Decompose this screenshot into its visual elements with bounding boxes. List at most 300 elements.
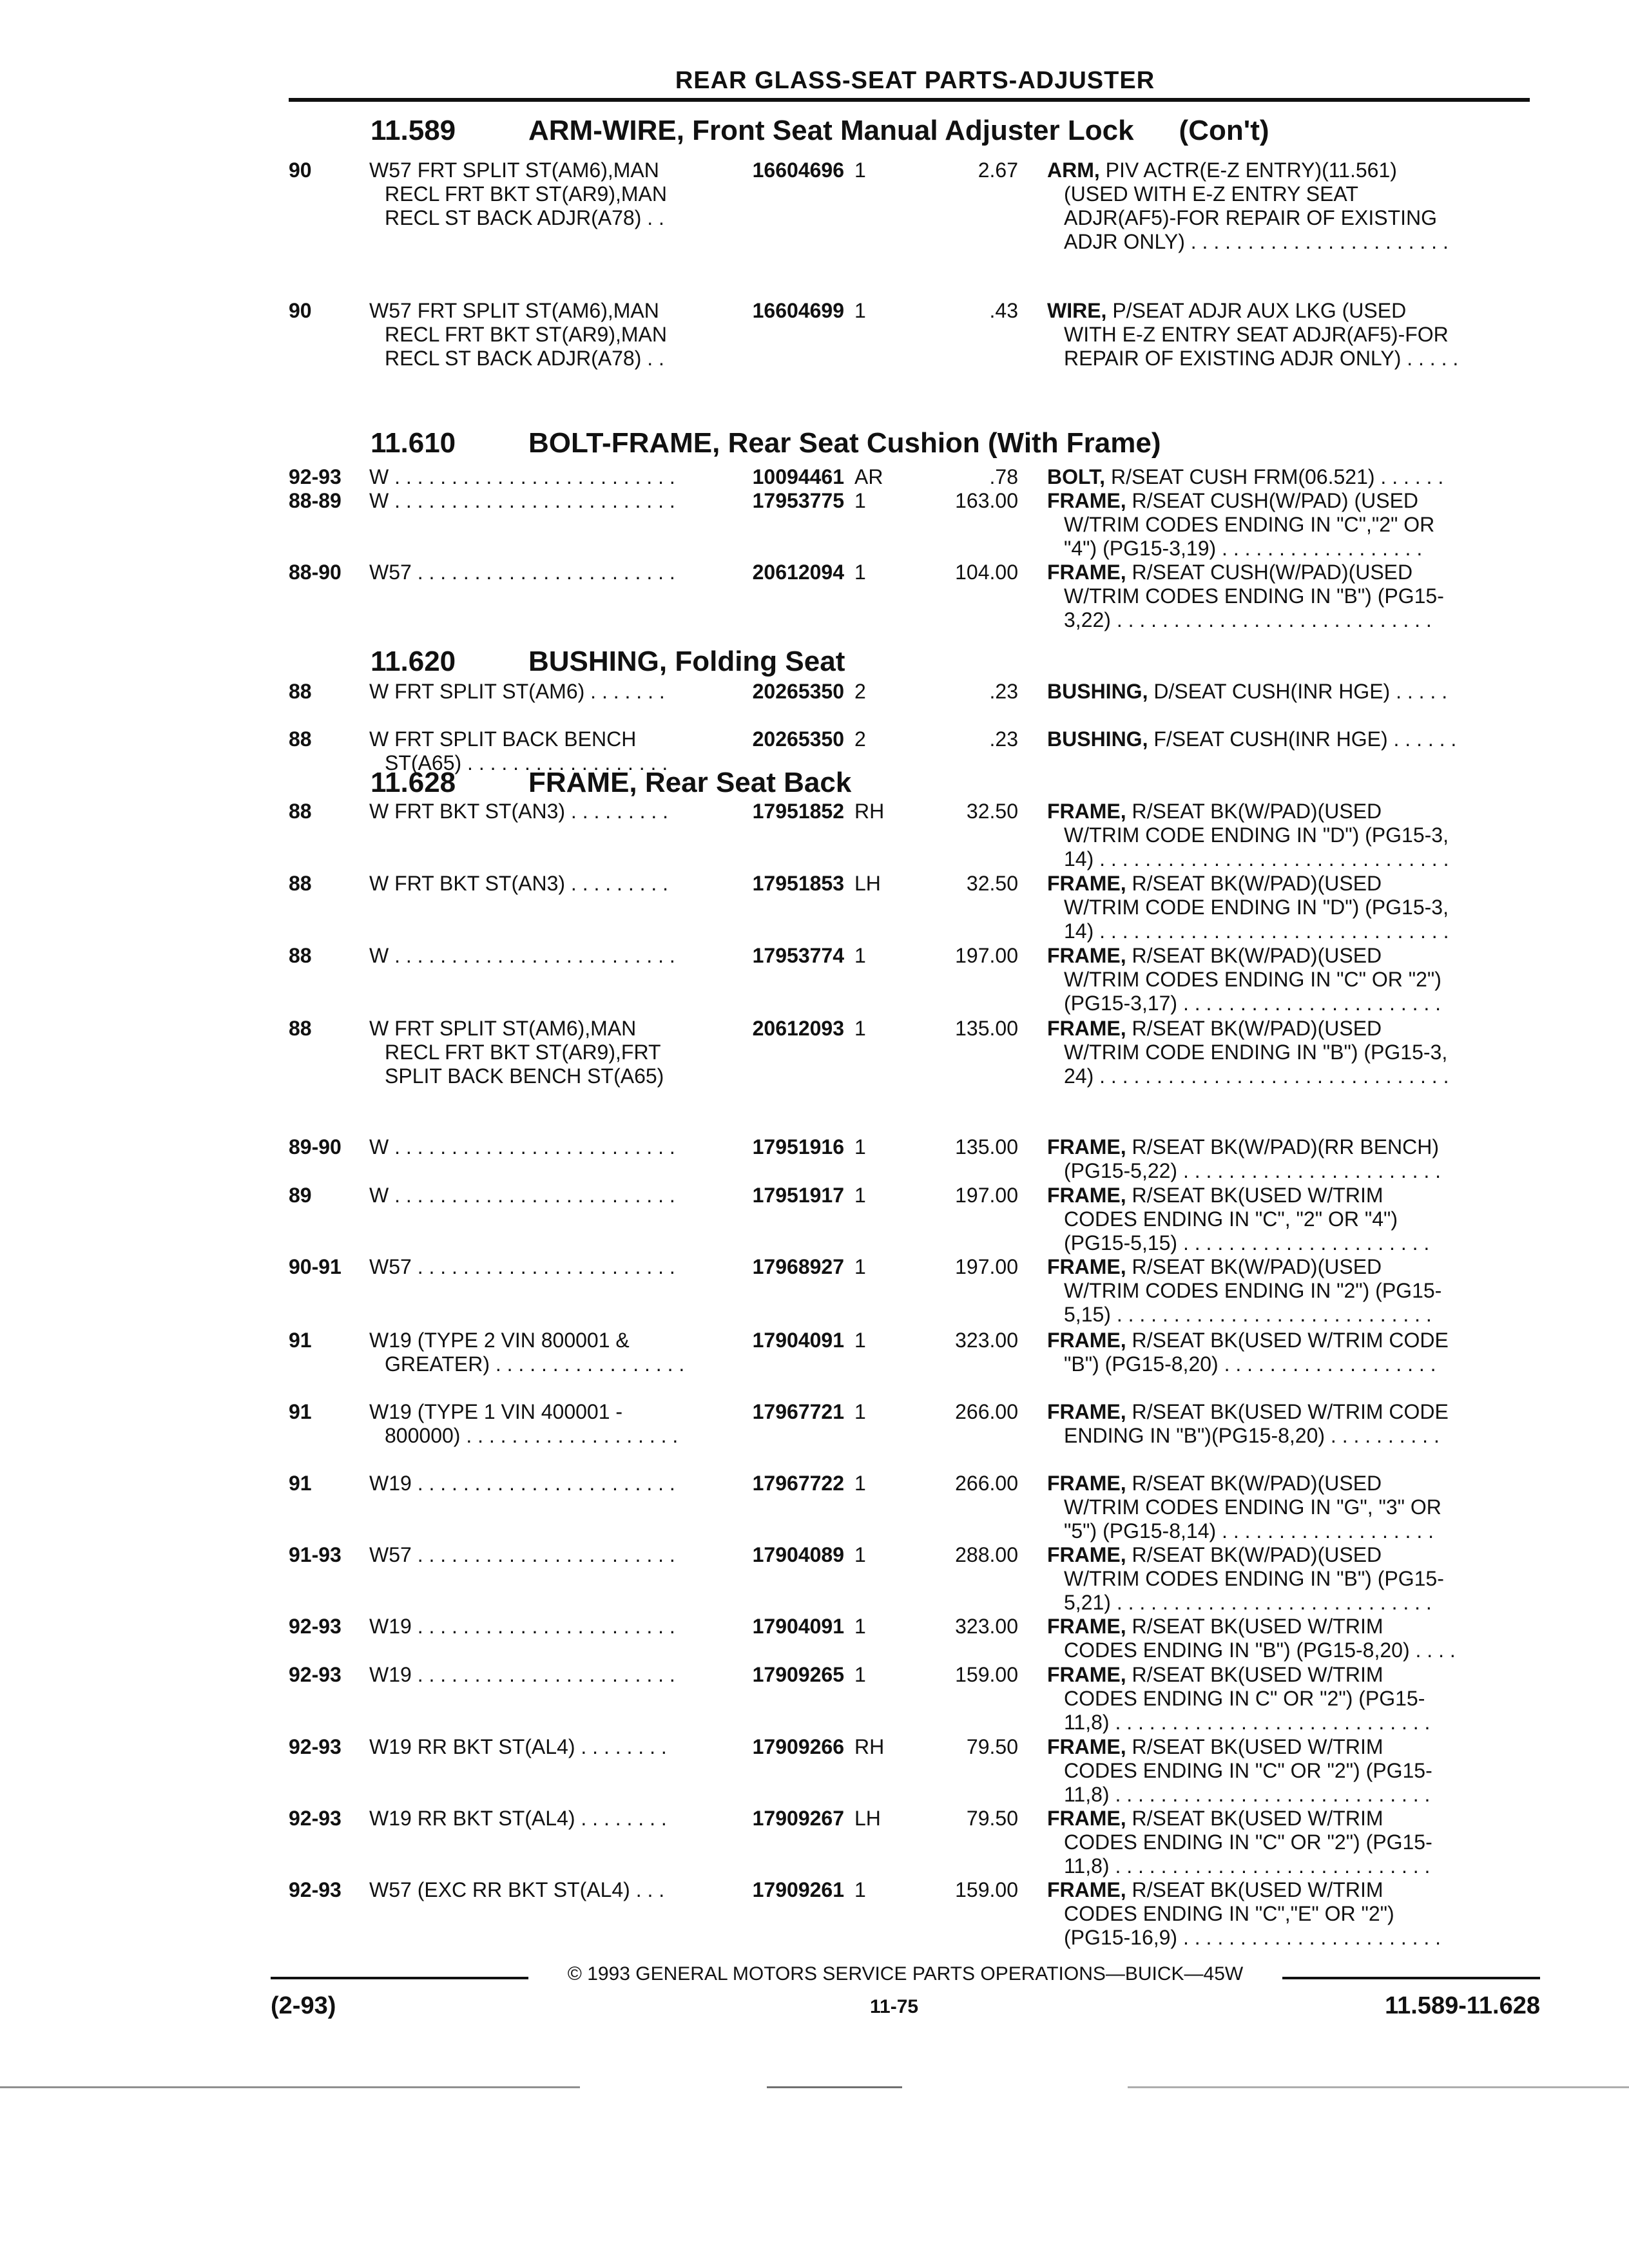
usage-description <box>369 1329 717 1376</box>
quantity: AR <box>854 465 883 488</box>
usage-description <box>369 1255 717 1279</box>
part-name: FRAME, <box>1047 1400 1126 1423</box>
model-years: 88-90 <box>289 561 342 584</box>
quantity: 1 <box>854 1329 866 1352</box>
price: .78 <box>989 465 1018 488</box>
usage-line: W . . . . . . . . . . . . . . . . . . . . . . . . . <box>369 944 675 967</box>
description-text: R/SEAT BK(USED W/TRIM CODE <box>1132 1329 1449 1352</box>
usage-description <box>369 1400 717 1448</box>
model-years: 89-90 <box>289 1135 342 1158</box>
description-text: "4") (PG15-3,19) . . . . . . . . . . . . . . . . . . <box>1064 537 1423 560</box>
description-line <box>1047 347 1518 370</box>
usage-line: W19 . . . . . . . . . . . . . . . . . . . . . . . <box>369 1615 675 1638</box>
description-text: "B") (PG15-8,20) . . . . . . . . . . . . . . . . . . . <box>1064 1352 1436 1376</box>
description-text: R/SEAT CUSH(W/PAD) (USED <box>1132 489 1419 512</box>
section-title: FRAME, Rear Seat Back <box>528 767 852 798</box>
part-description <box>1047 1255 1518 1327</box>
description-text: W/TRIM CODES ENDING IN "B") (PG15- <box>1064 584 1444 608</box>
part-description <box>1047 489 1518 561</box>
description-line <box>1047 1041 1518 1064</box>
description-text: R/SEAT BK(USED W/TRIM <box>1132 1184 1383 1207</box>
model-years: 91-93 <box>289 1543 342 1566</box>
section-title: BOLT-FRAME, Rear Seat Cushion (With Frame) <box>528 427 1161 459</box>
description-text: P/SEAT ADJR AUX LKG (USED <box>1112 299 1407 322</box>
part-number: 17904091 <box>752 1615 844 1638</box>
part-description <box>1047 561 1518 632</box>
model-years: 91 <box>289 1329 312 1352</box>
part-name: FRAME, <box>1047 1135 1126 1158</box>
description-text: R/SEAT BK(USED W/TRIM <box>1132 1807 1383 1830</box>
model-years: 88 <box>289 872 312 895</box>
description-line <box>1047 1711 1518 1735</box>
part-description <box>1047 1329 1518 1376</box>
part-number: 20265350 <box>752 680 844 703</box>
description-text: R/SEAT BK(USED W/TRIM <box>1132 1735 1383 1758</box>
description-line <box>1047 537 1518 561</box>
description-text: R/SEAT BK(USED W/TRIM <box>1132 1878 1383 1901</box>
description-line <box>1047 800 1518 823</box>
price: 2.67 <box>978 159 1018 182</box>
section-heading <box>371 646 845 678</box>
usage-description <box>369 800 717 823</box>
description-line <box>1047 896 1518 919</box>
description-line <box>1047 1591 1518 1615</box>
price: 197.00 <box>955 1184 1018 1207</box>
price: 159.00 <box>955 1663 1018 1686</box>
usage-line: RECL FRT BKT ST(AR9),MAN <box>385 323 667 346</box>
usage-line: W57 (EXC RR BKT ST(AL4) . . . <box>369 1878 665 1901</box>
model-years: 92-93 <box>289 1615 342 1638</box>
description-line <box>1047 1878 1518 1902</box>
part-name: FRAME, <box>1047 1807 1126 1830</box>
description-text: ENDING IN "B")(PG15-8,20) . . . . . . . . . . <box>1064 1424 1440 1447</box>
part-description <box>1047 1878 1518 1950</box>
model-years: 91 <box>289 1472 312 1495</box>
quantity: 1 <box>854 1615 866 1638</box>
description-text: W/TRIM CODES ENDING IN "C" OR "2") <box>1064 968 1441 991</box>
section-number: 11.620 <box>371 646 456 677</box>
usage-description <box>369 1807 717 1831</box>
description-text: R/SEAT BK(W/PAD)(RR BENCH) <box>1132 1135 1440 1158</box>
description-text: (PG15-5,22) . . . . . . . . . . . . . . . . . . . . . . . <box>1064 1159 1441 1182</box>
description-text: R/SEAT BK(USED W/TRIM <box>1132 1663 1383 1686</box>
description-line <box>1047 1783 1518 1807</box>
part-description <box>1047 1663 1518 1735</box>
part-number: 17967721 <box>752 1400 844 1423</box>
usage-description <box>369 1543 717 1567</box>
usage-description <box>369 299 717 370</box>
description-text: 14) . . . . . . . . . . . . . . . . . . . . . . . . . . . . . . . <box>1064 847 1449 870</box>
quantity: 1 <box>854 1543 866 1566</box>
model-years: 88 <box>289 944 312 967</box>
description-line <box>1047 968 1518 992</box>
usage-line: W FRT SPLIT BACK BENCH <box>369 727 637 751</box>
description-line <box>1047 1687 1518 1711</box>
quantity: 1 <box>854 299 866 322</box>
description-text: W/TRIM CODE ENDING IN "D") (PG15-3, <box>1064 823 1449 847</box>
description-text: W/TRIM CODES ENDING IN "G", "3" OR <box>1064 1495 1441 1519</box>
part-name: FRAME, <box>1047 800 1126 823</box>
description-text: 5,21) . . . . . . . . . . . . . . . . . . . . . . . . . . . . <box>1064 1591 1432 1614</box>
part-description <box>1047 1135 1518 1183</box>
part-number: 17951852 <box>752 800 844 823</box>
description-text: "5") (PG15-8,14) . . . . . . . . . . . . . . . . . . . <box>1064 1519 1434 1542</box>
part-description <box>1047 1472 1518 1543</box>
part-name: FRAME, <box>1047 1017 1126 1040</box>
description-line <box>1047 872 1518 896</box>
model-years: 90 <box>289 299 312 322</box>
part-name: FRAME, <box>1047 1735 1126 1758</box>
description-line <box>1047 182 1518 206</box>
description-line <box>1047 1663 1518 1687</box>
usage-description <box>369 465 717 489</box>
model-years: 92-93 <box>289 1807 342 1830</box>
description-text: 11,8) . . . . . . . . . . . . . . . . . . . . . . . . . . . . <box>1064 1711 1431 1734</box>
description-line <box>1047 1231 1518 1255</box>
quantity: 1 <box>854 1472 866 1495</box>
part-number: 17951916 <box>752 1135 844 1158</box>
description-text: CODES ENDING IN "C","E" OR "2") <box>1064 1902 1394 1925</box>
description-line <box>1047 1639 1518 1662</box>
usage-description <box>369 1017 717 1088</box>
description-text: CODES ENDING IN "C", "2" OR "4") <box>1064 1207 1398 1231</box>
part-description <box>1047 465 1518 489</box>
quantity: 1 <box>854 561 866 584</box>
price: 163.00 <box>955 489 1018 512</box>
usage-line: RECL FRT BKT ST(AR9),FRT <box>385 1041 661 1064</box>
header-rule <box>289 98 1530 102</box>
usage-line: SPLIT BACK BENCH ST(A65) <box>385 1064 664 1088</box>
usage-description <box>369 1135 717 1159</box>
description-text: PIV ACTR(E-Z ENTRY)(11.561) <box>1105 159 1397 182</box>
model-years: 88 <box>289 1017 312 1040</box>
description-text: ADJR(AF5)-FOR REPAIR OF EXISTING <box>1064 206 1437 229</box>
usage-line: W57 . . . . . . . . . . . . . . . . . . . . . . . <box>369 1543 675 1566</box>
part-number: 17953774 <box>752 944 844 967</box>
part-description <box>1047 1400 1518 1448</box>
description-text: 24) . . . . . . . . . . . . . . . . . . . . . . . . . . . . . . . <box>1064 1064 1449 1088</box>
usage-line: W57 . . . . . . . . . . . . . . . . . . . . . . . <box>369 1255 675 1278</box>
price: 79.50 <box>966 1807 1018 1830</box>
page-header-title: REAR GLASS-SEAT PARTS-ADJUSTER <box>675 67 1155 94</box>
model-years: 92-93 <box>289 1735 342 1758</box>
description-text: (PG15-3,17) . . . . . . . . . . . . . . . . . . . . . . . <box>1064 992 1441 1015</box>
description-text: CODES ENDING IN "C" OR "2") (PG15- <box>1064 1831 1432 1854</box>
description-line <box>1047 1759 1518 1783</box>
usage-line: W19 RR BKT ST(AL4) . . . . . . . . <box>369 1735 667 1758</box>
usage-line: W57 FRT SPLIT ST(AM6),MAN <box>369 299 659 322</box>
usage-line: W19 (TYPE 2 VIN 800001 & <box>369 1329 630 1352</box>
part-name: FRAME, <box>1047 1472 1126 1495</box>
footer-rule-right <box>1282 1977 1540 1979</box>
price: 323.00 <box>955 1329 1018 1352</box>
usage-line: W FRT BKT ST(AN3) . . . . . . . . . <box>369 872 669 895</box>
usage-line: RECL ST BACK ADJR(A78) . . <box>385 206 664 229</box>
description-line <box>1047 1184 1518 1207</box>
usage-description <box>369 872 717 896</box>
description-text: CODES ENDING IN "B") (PG15-8,20) . . . . <box>1064 1639 1456 1662</box>
usage-line: W19 . . . . . . . . . . . . . . . . . . . . . . . <box>369 1472 675 1495</box>
part-name: FRAME, <box>1047 1878 1126 1901</box>
description-text: W/TRIM CODE ENDING IN "D") (PG15-3, <box>1064 896 1449 919</box>
price: 266.00 <box>955 1400 1018 1423</box>
part-name: ARM, <box>1047 159 1100 182</box>
part-number: 20612093 <box>752 1017 844 1040</box>
part-description <box>1047 872 1518 943</box>
model-years: 90-91 <box>289 1255 342 1278</box>
price: 79.50 <box>966 1735 1018 1758</box>
model-years: 92-93 <box>289 1663 342 1686</box>
description-line <box>1047 1279 1518 1303</box>
description-line <box>1047 847 1518 871</box>
description-text: CODES ENDING IN "C" OR "2") (PG15- <box>1064 1759 1432 1782</box>
price: 266.00 <box>955 1472 1018 1495</box>
description-line <box>1047 1567 1518 1591</box>
usage-description <box>369 1735 717 1759</box>
usage-line: GREATER) . . . . . . . . . . . . . . . . . <box>385 1352 685 1376</box>
usage-description <box>369 1663 717 1687</box>
price: 32.50 <box>966 800 1018 823</box>
quantity: RH <box>854 800 885 823</box>
description-line <box>1047 465 1518 489</box>
description-text: R/SEAT BK(W/PAD)(USED <box>1132 800 1382 823</box>
description-line <box>1047 919 1518 943</box>
price: 288.00 <box>955 1543 1018 1566</box>
usage-description <box>369 159 717 230</box>
part-name: FRAME, <box>1047 489 1126 512</box>
price: 323.00 <box>955 1615 1018 1638</box>
description-line <box>1047 230 1518 254</box>
description-line <box>1047 1902 1518 1926</box>
price: .23 <box>989 680 1018 703</box>
part-description <box>1047 680 1518 704</box>
footer-page-number: 11-75 <box>870 1996 919 2017</box>
scan-artifact-line <box>767 2086 902 2088</box>
usage-description <box>369 944 717 968</box>
usage-line: W . . . . . . . . . . . . . . . . . . . . . . . . . <box>369 1184 675 1207</box>
description-text: 5,15) . . . . . . . . . . . . . . . . . . . . . . . . . . . . <box>1064 1303 1432 1326</box>
description-line <box>1047 323 1518 347</box>
description-text: R/SEAT BK(W/PAD)(USED <box>1132 1543 1382 1566</box>
quantity: 1 <box>854 159 866 182</box>
part-name: FRAME, <box>1047 1184 1126 1207</box>
description-line <box>1047 608 1518 632</box>
description-line <box>1047 206 1518 230</box>
usage-description <box>369 1472 717 1495</box>
usage-line: W . . . . . . . . . . . . . . . . . . . . . . . . . <box>369 489 675 512</box>
description-line <box>1047 727 1518 751</box>
description-line <box>1047 1831 1518 1854</box>
part-number: 17951853 <box>752 872 844 895</box>
footer-date: (2-93) <box>271 1992 336 2019</box>
part-description <box>1047 1543 1518 1615</box>
quantity: 2 <box>854 680 866 703</box>
usage-line: W FRT SPLIT ST(AM6),MAN <box>369 1017 637 1040</box>
description-line <box>1047 1472 1518 1495</box>
description-text: (PG15-16,9) . . . . . . . . . . . . . . . . . . . . . . . <box>1064 1926 1441 1949</box>
quantity: 2 <box>854 727 866 751</box>
part-name: FRAME, <box>1047 872 1126 895</box>
description-line <box>1047 1255 1518 1279</box>
description-line <box>1047 584 1518 608</box>
description-line <box>1047 1424 1518 1448</box>
description-text: 3,22) . . . . . . . . . . . . . . . . . . . . . . . . . . . . <box>1064 608 1432 631</box>
part-name: BUSHING, <box>1047 727 1148 751</box>
description-text: ADJR ONLY) . . . . . . . . . . . . . . . . . . . . . . . <box>1064 230 1449 253</box>
description-text: D/SEAT CUSH(INR HGE) . . . . . <box>1153 680 1448 703</box>
price: 32.50 <box>966 872 1018 895</box>
scan-artifact-line <box>0 2086 580 2088</box>
section-continued: (Con't) <box>1179 115 1269 146</box>
description-text: R/SEAT BK(USED W/TRIM CODE <box>1132 1400 1449 1423</box>
part-description <box>1047 800 1518 871</box>
part-number: 17904091 <box>752 1329 844 1352</box>
part-name: FRAME, <box>1047 1663 1126 1686</box>
description-line <box>1047 1352 1518 1376</box>
description-line <box>1047 513 1518 537</box>
part-name: FRAME, <box>1047 1543 1126 1566</box>
part-number: 17953775 <box>752 489 844 512</box>
quantity: LH <box>854 872 881 895</box>
model-years: 88 <box>289 800 312 823</box>
description-line <box>1047 1926 1518 1950</box>
price: 197.00 <box>955 1255 1018 1278</box>
quantity: 1 <box>854 1400 866 1423</box>
description-text: R/SEAT BK(W/PAD)(USED <box>1132 1017 1382 1040</box>
description-text: W/TRIM CODES ENDING IN "2") (PG15- <box>1064 1279 1442 1302</box>
usage-line: W19 (TYPE 1 VIN 400001 - <box>369 1400 623 1423</box>
usage-line: 800000) . . . . . . . . . . . . . . . . . . . <box>385 1424 679 1447</box>
part-description <box>1047 1807 1518 1878</box>
part-number: 17968927 <box>752 1255 844 1278</box>
description-text: WITH E-Z ENTRY SEAT ADJR(AF5)-FOR <box>1064 323 1449 346</box>
description-line <box>1047 489 1518 513</box>
description-text: (PG15-5,15) . . . . . . . . . . . . . . . . . . . . . . <box>1064 1231 1430 1254</box>
description-line <box>1047 680 1518 704</box>
part-number: 17909266 <box>752 1735 844 1758</box>
footer-section-range: 11.589-11.628 <box>1385 1992 1540 2019</box>
part-number: 17951917 <box>752 1184 844 1207</box>
model-years: 90 <box>289 159 312 182</box>
section-heading <box>371 427 1161 459</box>
part-number: 17904089 <box>752 1543 844 1566</box>
model-years: 88-89 <box>289 489 342 512</box>
part-description <box>1047 159 1518 254</box>
description-line <box>1047 823 1518 847</box>
usage-description <box>369 561 717 584</box>
description-line <box>1047 944 1518 968</box>
quantity: 1 <box>854 1184 866 1207</box>
usage-description <box>369 489 717 513</box>
footer-rule-left <box>271 1977 528 1979</box>
description-line <box>1047 1519 1518 1543</box>
part-number: 16604699 <box>752 299 844 322</box>
description-text: CODES ENDING IN C" OR "2") (PG15- <box>1064 1687 1425 1710</box>
description-text: W/TRIM CODES ENDING IN "C","2" OR <box>1064 513 1435 536</box>
description-line <box>1047 299 1518 323</box>
usage-line: RECL FRT BKT ST(AR9),MAN <box>385 182 667 206</box>
description-line <box>1047 1303 1518 1327</box>
description-line <box>1047 1135 1518 1159</box>
description-text: 11,8) . . . . . . . . . . . . . . . . . . . . . . . . . . . . <box>1064 1783 1431 1806</box>
part-number: 20265350 <box>752 727 844 751</box>
usage-description <box>369 1615 717 1639</box>
part-number: 17967722 <box>752 1472 844 1495</box>
section-number: 11.628 <box>371 767 456 798</box>
description-line <box>1047 1159 1518 1183</box>
model-years: 88 <box>289 680 312 703</box>
part-name: WIRE, <box>1047 299 1107 322</box>
quantity: 1 <box>854 944 866 967</box>
footer-copyright: © 1993 GENERAL MOTORS SERVICE PARTS OPERATIONS—BUICK—45W <box>567 1963 1244 1984</box>
part-name: FRAME, <box>1047 1329 1126 1352</box>
scan-artifact-line <box>1128 2086 1629 2088</box>
usage-line: W FRT BKT ST(AN3) . . . . . . . . . <box>369 800 669 823</box>
description-text: 14) . . . . . . . . . . . . . . . . . . . . . . . . . . . . . . . <box>1064 919 1449 943</box>
description-text: W/TRIM CODE ENDING IN "B") (PG15-3, <box>1064 1041 1448 1064</box>
section-title: ARM-WIRE, Front Seat Manual Adjuster Lock <box>528 115 1134 146</box>
description-text: R/SEAT BK(USED W/TRIM <box>1132 1615 1383 1638</box>
description-line <box>1047 561 1518 584</box>
part-description <box>1047 299 1518 370</box>
description-text: R/SEAT BK(W/PAD)(USED <box>1132 1472 1382 1495</box>
price: 197.00 <box>955 944 1018 967</box>
part-number: 16604696 <box>752 159 844 182</box>
description-line <box>1047 1064 1518 1088</box>
description-line <box>1047 1400 1518 1424</box>
model-years: 92-93 <box>289 1878 342 1901</box>
description-text: REPAIR OF EXISTING ADJR ONLY) . . . . . <box>1064 347 1459 370</box>
description-line <box>1047 1615 1518 1639</box>
part-number: 17909261 <box>752 1878 844 1901</box>
usage-line: W19 . . . . . . . . . . . . . . . . . . . . . . . <box>369 1663 675 1686</box>
model-years: 88 <box>289 727 312 751</box>
usage-description <box>369 680 717 704</box>
description-line <box>1047 1543 1518 1567</box>
quantity: 1 <box>854 489 866 512</box>
price: .23 <box>989 727 1018 751</box>
quantity: 1 <box>854 1663 866 1686</box>
model-years: 89 <box>289 1184 312 1207</box>
description-text: R/SEAT BK(W/PAD)(USED <box>1132 1255 1382 1278</box>
description-line <box>1047 1807 1518 1831</box>
price: 104.00 <box>955 561 1018 584</box>
description-text: R/SEAT BK(W/PAD)(USED <box>1132 944 1382 967</box>
section-heading <box>371 115 1269 147</box>
model-years: 92-93 <box>289 465 342 488</box>
description-text: R/SEAT CUSH(W/PAD)(USED <box>1132 561 1413 584</box>
part-description <box>1047 1615 1518 1662</box>
description-text: (USED WITH E-Z ENTRY SEAT <box>1064 182 1358 206</box>
description-text: F/SEAT CUSH(INR HGE) . . . . . . <box>1153 727 1457 751</box>
usage-line: W57 . . . . . . . . . . . . . . . . . . . . . . . <box>369 561 675 584</box>
description-text: W/TRIM CODES ENDING IN "B") (PG15- <box>1064 1567 1444 1590</box>
usage-line: RECL ST BACK ADJR(A78) . . <box>385 347 664 370</box>
model-years: 91 <box>289 1400 312 1423</box>
description-line <box>1047 1495 1518 1519</box>
usage-line: W FRT SPLIT ST(AM6) . . . . . . . <box>369 680 665 703</box>
price: 135.00 <box>955 1017 1018 1040</box>
part-description <box>1047 727 1518 751</box>
section-number: 11.589 <box>371 115 456 146</box>
part-description <box>1047 944 1518 1015</box>
usage-description <box>369 1878 717 1902</box>
quantity: 1 <box>854 1017 866 1040</box>
part-name: BOLT, <box>1047 465 1106 488</box>
usage-line: W57 FRT SPLIT ST(AM6),MAN <box>369 159 659 182</box>
usage-description <box>369 727 717 775</box>
part-number: 17909265 <box>752 1663 844 1686</box>
